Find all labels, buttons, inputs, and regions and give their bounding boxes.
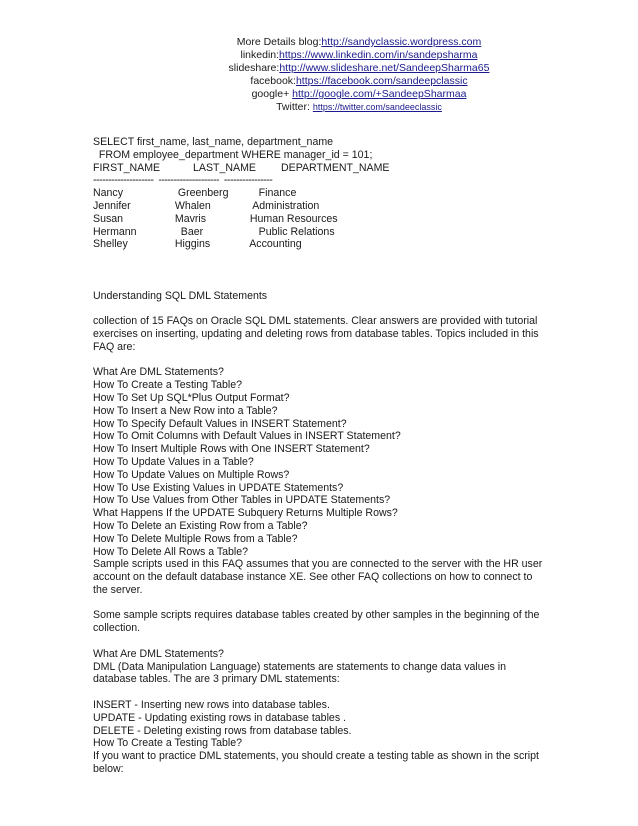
section-title: Understanding SQL DML Statements (93, 289, 268, 302)
google-link[interactable]: http://google.com/+SandeepSharmaa (292, 88, 467, 100)
slideshare-line: slideshare:http://www.slideshare.net/SandeepSharma65 (228, 62, 490, 74)
table-row: Jennifer Whalen Administration (93, 199, 320, 212)
list-item: How To Update Values on Multiple Rows? (93, 468, 290, 481)
result-separator: -------------------- -------------------- ---------------- (93, 174, 273, 187)
dml-title: What Are DML Statements? (93, 647, 224, 660)
document-body (93, 136, 543, 776)
blog-link[interactable]: http://sandyclassic.wordpress.com (321, 36, 482, 48)
list-item: What Happens If the UPDATE Subquery Returns Multiple Rows? (93, 507, 398, 520)
list-item: How To Delete All Rows a Table? (93, 545, 249, 558)
list-item: How To Delete an Existing Row from a Table? (93, 519, 308, 532)
google-line: google+ http://google.com/+SandeepSharmaa (251, 88, 467, 100)
sample-note: Sample scripts used in this FAQ assumes that you are connected to the server with the HR user account on the default database instance XE. See other FAQ collections on how to connect to the server. (93, 558, 543, 596)
blog-line: More Details blog:http://sandyclassic.wordpress.com (236, 36, 482, 48)
dml-description: DML (Data Manipulation Language) statements are statements to change data values in database tables. The are 3 primary DML statements: (93, 660, 507, 686)
table-row: Nancy Greenberg Finance (93, 187, 297, 200)
create-description: If you want to practice DML statements, you should create a testing table as shown in the script below: (93, 750, 539, 776)
col-last-name: LAST_NAME (193, 161, 256, 174)
intro-paragraph: collection of 15 FAQs on Oracle SQL DML statements. Clear answers are provided with tutorial exercises on inserting, updating and deleting rows from database tables. Topics included in this FAQ are: (93, 315, 539, 353)
table-row: Shelley Higgins Accounting (93, 238, 302, 251)
facebook-link[interactable]: https://facebook.com/sandeepclassic (295, 75, 468, 87)
table-row: Hermann Baer Public Relations (93, 225, 335, 238)
table-row: Susan Mavris Human Resources (93, 212, 338, 225)
linkedin-link[interactable]: https://www.linkedin.com/in/sandepsharma (279, 49, 478, 61)
sql-line-2: FROM employee_department WHERE manager_id = 101; (93, 148, 373, 161)
list-item: How To Create a Testing Table? (93, 379, 242, 392)
twitter-line: Twitter: https://twitter.com/sandeeclassic (276, 101, 442, 113)
col-first-name: FIRST_NAME (93, 161, 161, 174)
list-item: How To Specify Default Values in INSERT Statement? (93, 417, 347, 430)
list-item: INSERT - Inserting new rows into database tables. (93, 699, 330, 712)
create-title: How To Create a Testing Table? (93, 737, 242, 750)
list-item: UPDATE - Updating existing rows in database tables . (93, 711, 346, 724)
facebook-line: facebook:https://facebook.com/sandeepclassic (250, 75, 468, 87)
linkedin-line: linkedin:https://www.linkedin.com/in/sandepsharma (240, 49, 478, 61)
contact-header (0, 36, 638, 114)
list-item: How To Set Up SQL*Plus Output Format? (93, 391, 290, 404)
list-item: How To Insert Multiple Rows with One INSERT Statement? (93, 443, 370, 456)
slideshare-link[interactable]: http://www.slideshare.net/SandeepSharma65 (279, 62, 490, 74)
list-item: How To Use Existing Values in UPDATE Statements? (93, 481, 344, 494)
list-item: How To Delete Multiple Rows from a Table? (93, 532, 298, 545)
list-item: How To Update Values in a Table? (93, 455, 254, 468)
faq-list (93, 366, 543, 558)
list-item: How To Omit Columns with Default Values in INSERT Statement? (93, 430, 401, 443)
list-item: How To Use Values from Other Tables in UPDATE Statements? (93, 494, 391, 507)
list-item: What Are DML Statements? (93, 366, 224, 379)
sample-note-2: Some sample scripts requires database tables created by other samples in the beginning of the collection. (93, 609, 540, 635)
list-item: DELETE - Deleting existing rows from database tables. (93, 724, 352, 737)
col-department: DEPARTMENT_NAME (281, 161, 390, 174)
sql-line-1: SELECT first_name, last_name, department_name (93, 136, 334, 148)
twitter-link[interactable]: https://twitter.com/sandeeclassic (312, 102, 442, 112)
list-item: How To Insert a New Row into a Table? (93, 404, 278, 417)
result-header-row (93, 162, 543, 175)
